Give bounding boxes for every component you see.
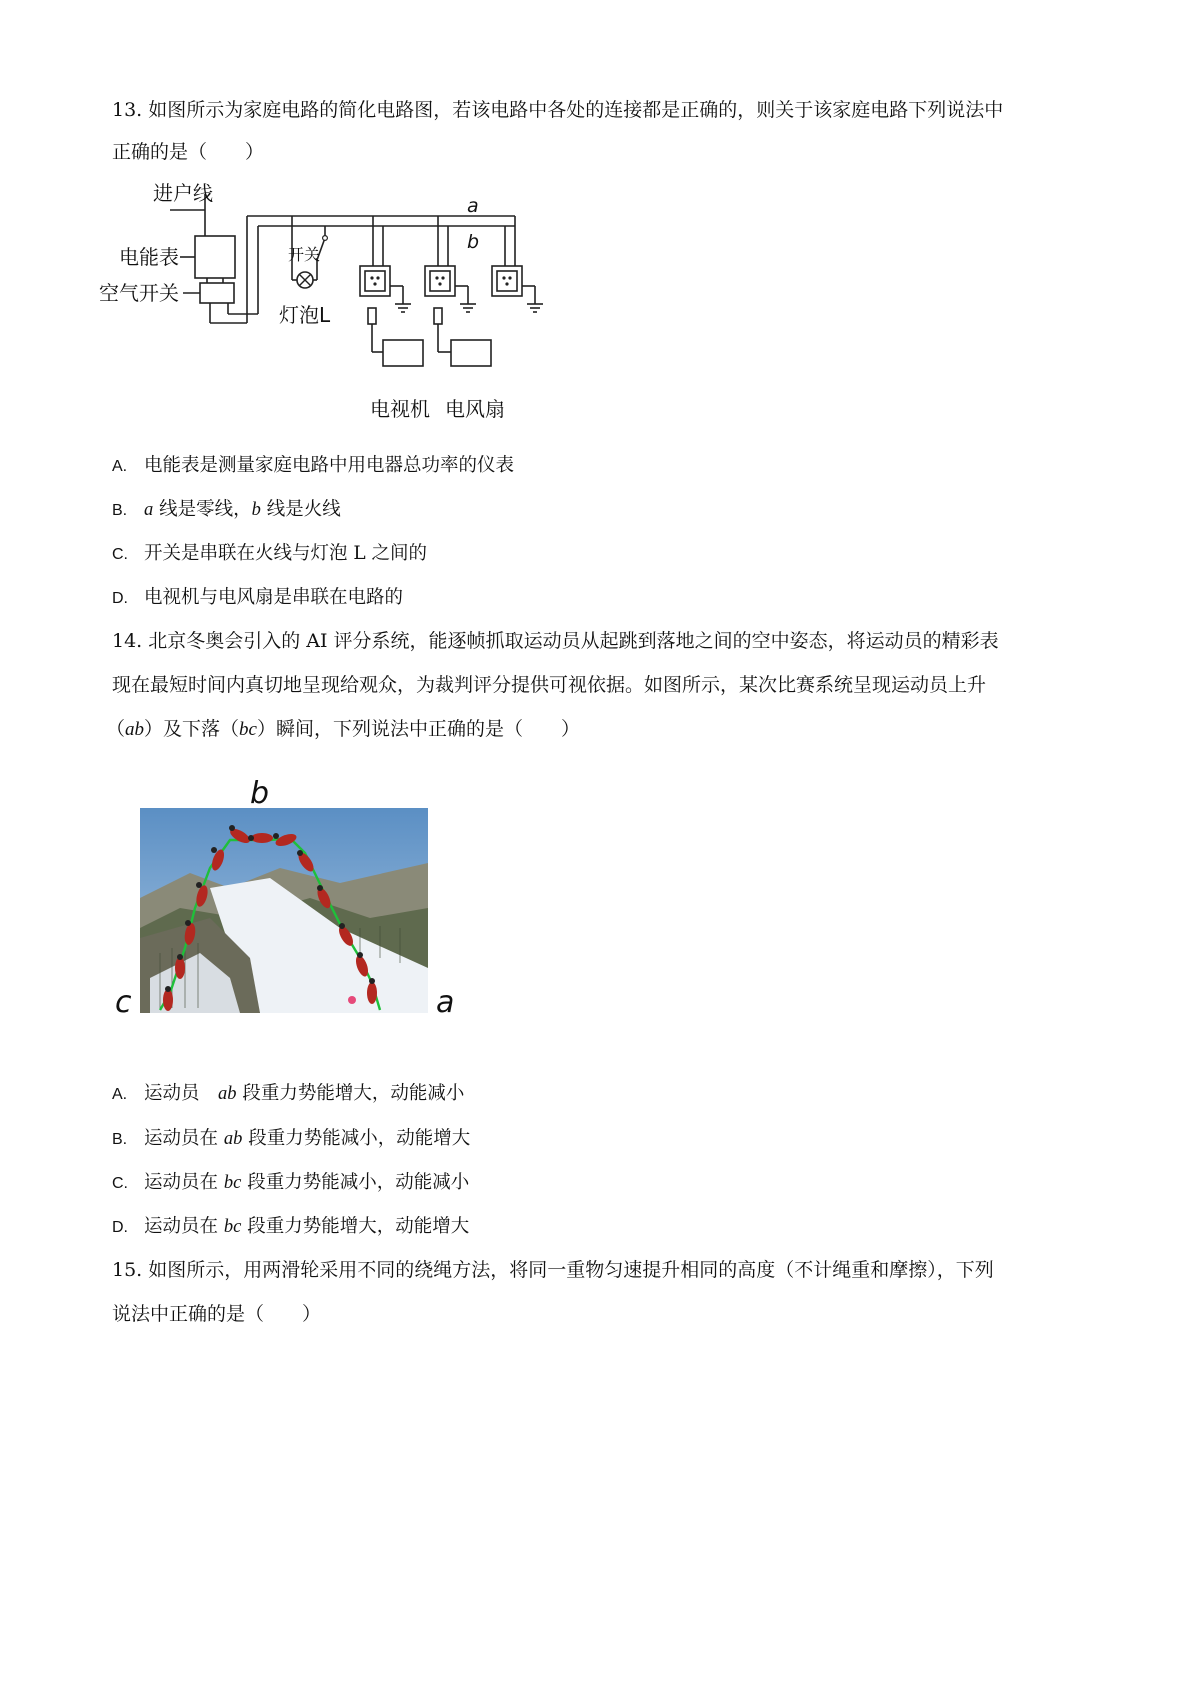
q13-stem-line2: 正确的是（ ） bbox=[112, 141, 265, 163]
label-point-b: b bbox=[250, 778, 270, 811]
q13-circuit-diagram bbox=[95, 180, 615, 425]
label-switch: 开关 bbox=[288, 245, 321, 264]
label-wire-a: a bbox=[467, 195, 479, 217]
label-point-c: c bbox=[115, 985, 132, 1020]
q14-option-d[interactable]: D. 运动员在 bc 段重力势能增大，动能增大 bbox=[112, 1216, 470, 1237]
q14-option-a[interactable]: A. 运动员 ab 段重力势能增大，动能减小 bbox=[112, 1083, 465, 1104]
label-bulb: 灯泡L bbox=[279, 303, 331, 327]
q13-option-b[interactable]: B. a 线是零线，b 线是火线 bbox=[112, 499, 341, 520]
q14-ski-jump-photo bbox=[110, 778, 460, 1023]
label-tv: 电视机 bbox=[370, 397, 430, 421]
q13-option-a[interactable]: A. 电能表是测量家庭电路中用电器总功率的仪表 bbox=[112, 455, 515, 476]
label-point-a: a bbox=[436, 985, 455, 1020]
q14-option-c[interactable]: C. 运动员在 bc 段重力势能减小，动能减小 bbox=[112, 1172, 470, 1193]
label-wire-b: b bbox=[467, 231, 480, 253]
label-breaker: 空气开关 bbox=[99, 281, 179, 305]
label-meter: 电能表 bbox=[119, 245, 179, 269]
q14-stem-line3: （ab）及下落（bc）瞬间，下列说法中正确的是（ ） bbox=[106, 718, 580, 740]
label-inlet: 进户线 bbox=[153, 181, 213, 205]
q13-option-d[interactable]: D. 电视机与电风扇是串联在电路的 bbox=[112, 587, 404, 608]
q15-stem-line1: 15. 如图所示，用两滑轮采用不同的绕绳方法，将同一重物匀速提升相同的高度（不计绳重和摩擦），下列 bbox=[112, 1259, 994, 1281]
bulb-icon bbox=[297, 272, 313, 288]
q13-option-c[interactable]: C. 开关是串联在火线与灯泡 L 之间的 bbox=[112, 543, 428, 564]
q15-stem-line2: 说法中正确的是（ ） bbox=[112, 1303, 322, 1325]
q13-stem-line1: 13. 如图所示为家庭电路的简化电路图，若该电路中各处的连接都是正确的，则关于该家庭电路下列说法中 bbox=[112, 99, 1004, 121]
label-fan: 电风扇 bbox=[445, 397, 505, 421]
q14-option-b[interactable]: B. 运动员在 ab 段重力势能减小，动能增大 bbox=[112, 1128, 471, 1149]
q14-stem-line1: 14. 北京冬奥会引入的 AI 评分系统，能逐帧抓取运动员从起跳到落地之间的空中姿态，将运动员的精彩表 bbox=[112, 630, 999, 652]
q14-stem-line2: 现在最短时间内真切地呈现给观众，为裁判评分提供可视依据。如图所示，某次比赛系统呈现运动员上升 bbox=[112, 674, 987, 696]
